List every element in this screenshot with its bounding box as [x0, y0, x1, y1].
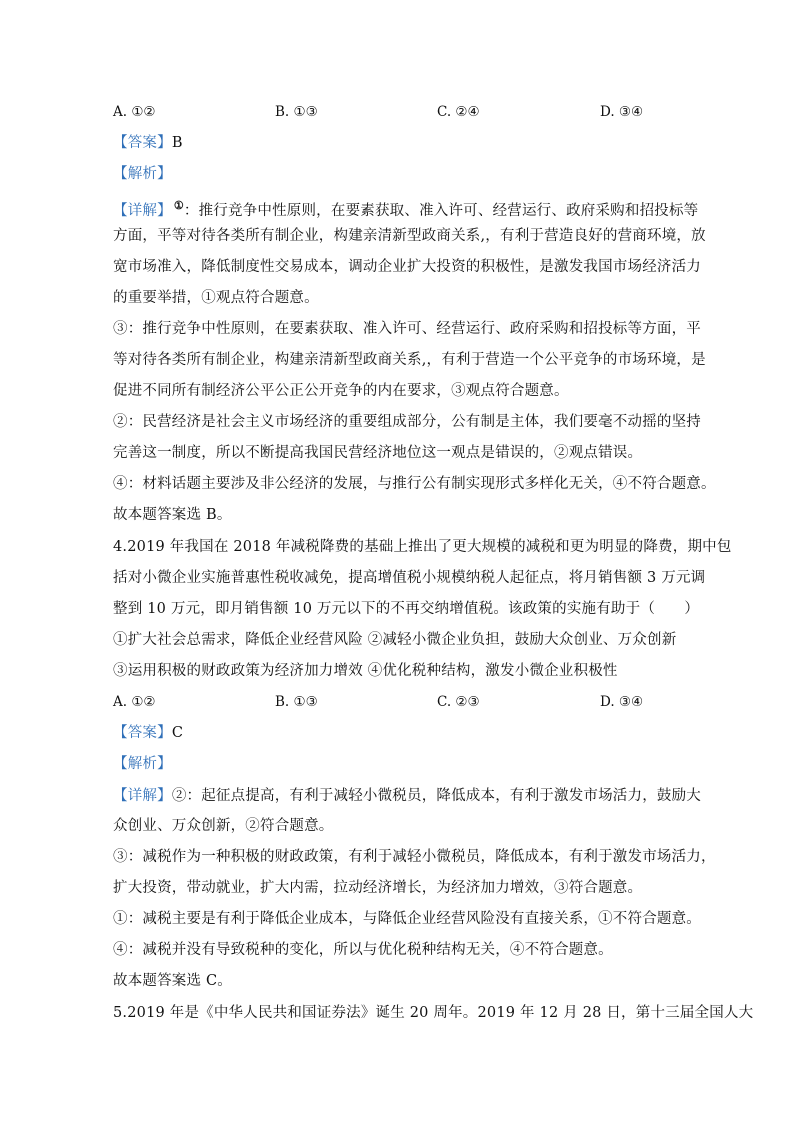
answer-tag: 【答案】 [113, 725, 172, 741]
q4-option-a: A. ①② [113, 694, 156, 710]
q3-detail-line: 宽市场准入，降低制度性交易成本，调动企业扩大投资的积极性，是激发我国市场经济活力 [113, 259, 701, 275]
q3-detail-line: ③：推行竞争中性原则，在要素获取、准入许可、经营运行、政府采购和招投标等方面，平 [113, 321, 701, 337]
q3-option-b: B. ①③ [275, 104, 318, 120]
q4-stem-line: 4.2019 年我国在 2018 年减税降费的基础上推出了更大规模的减税和更为明显的降费，期中包 [113, 539, 732, 555]
q3-analysis-heading [113, 164, 172, 184]
q3-option-c: C. ②④ [437, 104, 480, 120]
q3-detail-line: ④：材料话题主要涉及非公经济的发展，与推行公有制实现形式多样化无关，④不符合题意。 [113, 476, 716, 492]
q4-detail-line: 扩大投资，带动就业，扩大内需，拉动经济增长，为经济加力增效，③符合题意。 [113, 880, 643, 896]
q3-detail-line: 方面，平等对待各类所有制企业，构建亲清新型政商关系,，有利于营造良好的营商环境，放 [113, 228, 706, 244]
q3-option-a: A. ①② [113, 104, 156, 120]
q4-analysis-heading [113, 754, 172, 774]
q3-detail-line: 等对待各类所有制企业，构建亲清新型政商关系,，有利于营造一个公平竞争的市场环境，是 [113, 352, 706, 368]
q3-answer [113, 133, 183, 153]
q3-detail-line [113, 196, 698, 221]
answer-value: C [171, 725, 184, 741]
detail-tag: 【详解】 [113, 788, 172, 804]
q4-option-d: D. ③④ [600, 694, 644, 710]
q3-option-d: D. ③④ [600, 104, 644, 120]
q3-detail-line: ②：民营经济是社会主义市场经济的重要组成部分，公有制是主体，我们要毫不动摇的坚持 [113, 414, 701, 430]
q4-stem-line: ①扩大社会总需求，降低企业经营风险 ②减轻小微企业负担，鼓励大众创业、万众创新 [113, 632, 677, 648]
q4-options [113, 692, 673, 712]
q4-conclusion: 故本题答案选 C。 [113, 973, 233, 989]
q4-option-b: B. ①③ [275, 694, 318, 710]
analysis-tag: 【解析】 [113, 756, 172, 772]
detail-text: ②：起征点提高，有利于减轻小微税员，降低成本，有利于激发市场活力，鼓励大 [171, 788, 702, 804]
q4-stem-line: ③运用积极的财政政策为经济加力增效 ④优化税种结构，激发小微企业积极性 [113, 663, 618, 679]
analysis-tag: 【解析】 [113, 166, 172, 182]
answer-tag: 【答案】 [113, 135, 172, 151]
q5-stem-line: 5.2019 年是《中华人民共和国证券法》诞生 20 周年。2019 年 12 月 28 日，第十三届全国人大 [113, 1005, 754, 1021]
q4-detail-line: 众创业、万众创新，②符合题意。 [113, 818, 334, 834]
detail-marker: ① [173, 199, 184, 212]
detail-text: ：推行竞争中性原则，在要素获取、准入许可、经营运行、政府采购和招投标等 [183, 203, 699, 219]
q4-detail-line: ①：减税主要是有利于降低企业成本，与降低企业经营风险没有直接关系，①不符合题意。 [113, 911, 701, 927]
q4-detail-line [113, 786, 701, 806]
q4-stem-line: 括对小微企业实施普惠性税收减免，提高增值税小规模纳税人起征点，将月销售额 3 万元调 [113, 570, 706, 586]
detail-tag: 【详解】 [113, 203, 172, 219]
q4-answer [113, 723, 183, 743]
q4-detail-line: ③：减税作为一种积极的财政政策，有利于减轻小微税员，降低成本，有利于激发市场活力， [113, 849, 716, 865]
q3-detail-line: 促进不同所有制经济公平公正公开竞争的内在要求，③观点符合题意。 [113, 383, 569, 399]
q3-detail-line: 完善这一制度，所以不断提高我国民营经济地位这一观点是错误的，②观点错误。 [113, 445, 643, 461]
q4-option-c: C. ②③ [437, 694, 480, 710]
q4-detail-line: ④：减税并没有导致税种的变化，所以与优化税种结构无关，④不符合题意。 [113, 942, 613, 958]
q3-options [113, 102, 673, 122]
q3-detail-line: 的重要举措，①观点符合题意。 [113, 290, 319, 306]
q4-stem-line: 整到 10 万元，即月销售额 10 万元以下的不再交纳增值税。该政策的实施有助于（ ） [113, 601, 700, 617]
q3-conclusion: 故本题答案选 B。 [113, 507, 232, 523]
answer-value: B [171, 135, 183, 151]
